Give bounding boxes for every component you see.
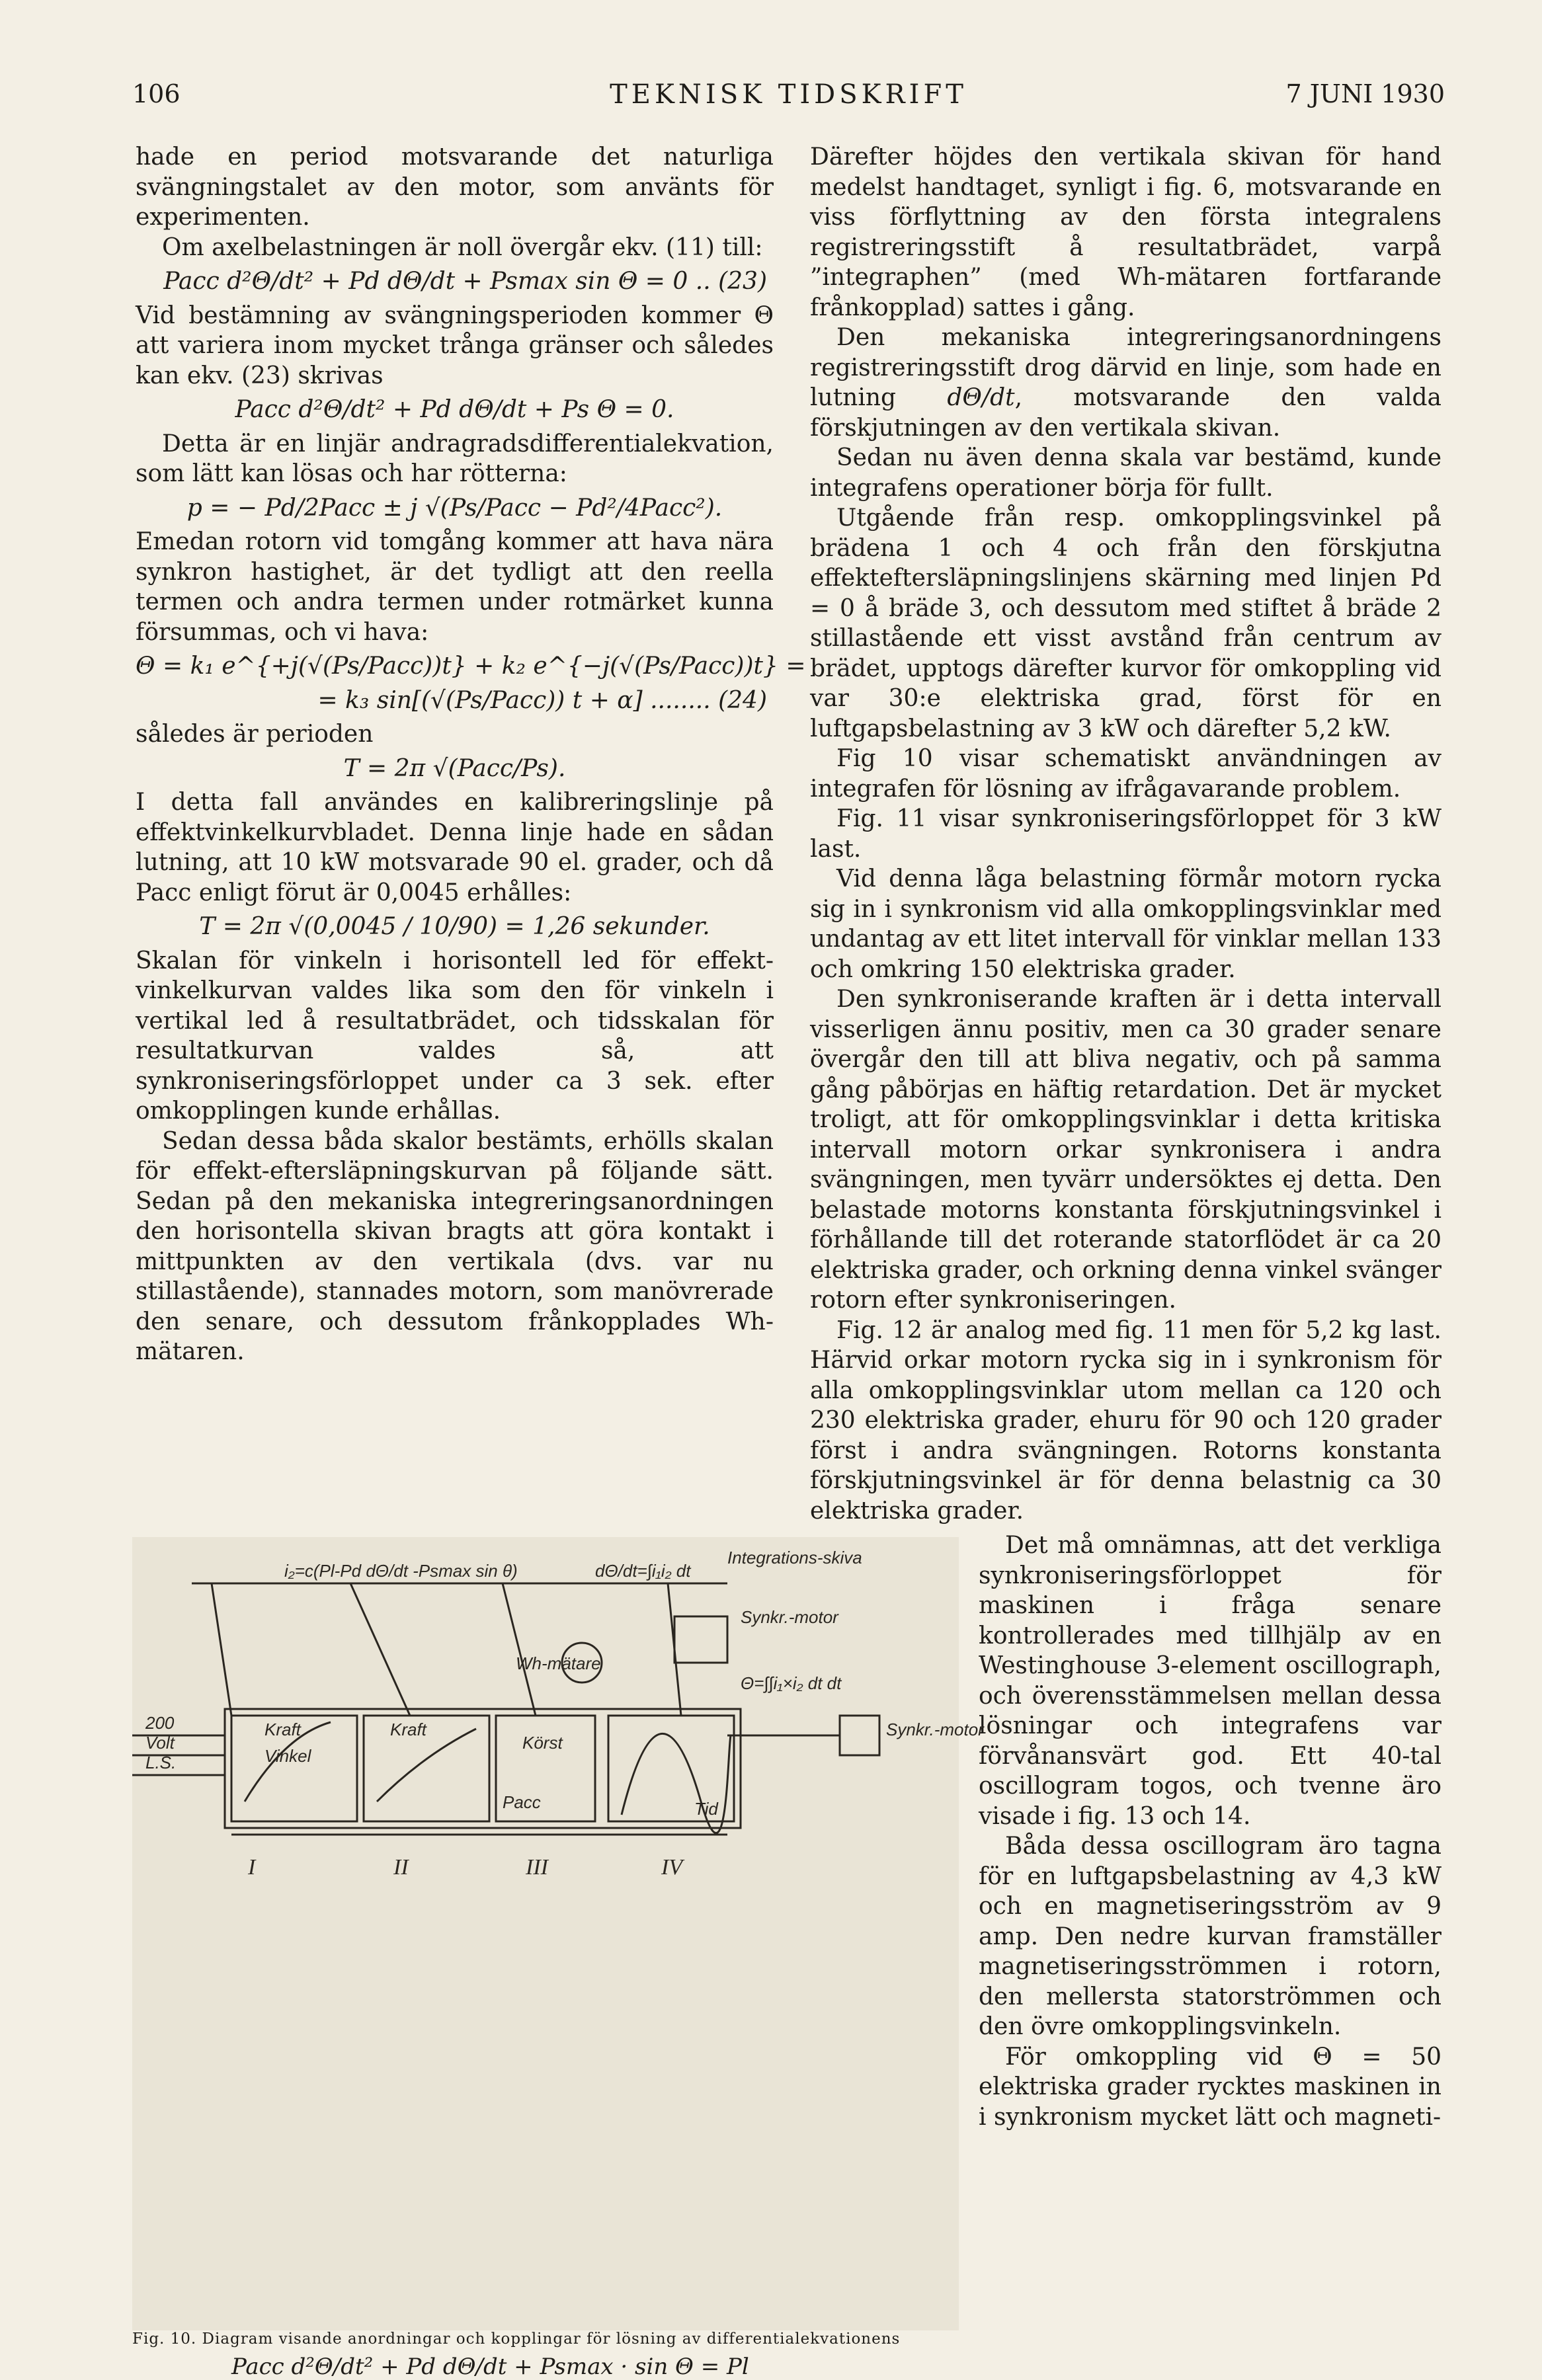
diagram-label-integrations-skiva: Integrations-skiva (727, 1548, 862, 1567)
diagram-label-pacc: Pacc (503, 1792, 541, 1812)
right-column-continued (979, 1530, 1441, 2132)
equation-24b: = k₃ sin[(√(Ps/Pacc)) t + α] ........ (24) (317, 686, 767, 714)
page-number: 106 (132, 79, 181, 108)
diagram-label-integral1: dΘ/dt=∫i₁i₂ dt (595, 1561, 691, 1581)
paragraph: Den synkroniserande kraften är i detta intervall visserligen ännu positiv, men ca 30 grader senare övergår den till att bliva negativ, och på samma gång påbörjas en häftig retardation. Det är mycket troligt, att för omkopplingsvinklar i detta kritiska intervall motorn orkar synkronisera i andra svängningen, men tyvärr undersöktes ej detta. Den belastade motorns konstanta förskjutningsvinkel i förhållande till det roterande statorflödet är ca 20 elektriska grader, och orkning denna vinkel svänger rotorn efter synkroniseringen. (810, 986, 1441, 1314)
inline-fraction: dΘ/dt (947, 384, 1015, 411)
paragraph: Vid denna låga belastning förmår motorn rycka sig in i synkronism vid alla omkopplingsvinklar med undantag av ett litet intervall för vinklar mellan 133 och omkring 150 elektriska grader. (810, 865, 1441, 983)
equation-linear: Pacc d²Θ/dt² + Pd dΘ/dt + Ps Θ = 0. (235, 396, 674, 423)
diagram-label-synkr-motor-2: Synkr.-motor (886, 1720, 984, 1739)
equation-roots: p = − Pd/2Pacc ± j √(Ps/Pacc − Pd²/4Pacc²). (186, 494, 723, 522)
paragraph: Därefter höjdes den vertikala skivan för hand medelst handtaget, synligt i fig. 6, motsvarande en viss förflyttning av den första integralens registreringsstift å resultatbrädet, varpå ”integraphen” (med Wh-mätaren fortfarande frånkopplad) sattes i gång. (810, 143, 1441, 321)
diagram-label-kraft-2: Kraft (390, 1720, 426, 1739)
paragraph: således är perioden (136, 721, 374, 748)
paragraph: Sedan dessa båda skalor bestämts, erhölls skalan för effekt-eftersläpningskurvan på följande sätt. Sedan på den mekaniska integreringsanordningen den horisontella skivan bragts att göra kontakt i mittpunkten av den vertikala (dvs. var nu stillastående), stannades motorn, som manövrerade den senare, och dessutom frånkopplades Wh-mätaren. (136, 1127, 774, 1365)
paragraph: Om axelbelastningen är noll övergår ekv. (11) till: (162, 233, 763, 261)
paragraph-text: , motsvarande den valda förskjutningen av den vertikala skivan. (810, 384, 1441, 442)
figure-equation-1: Pacc d²Θ/dt² + Pd dΘ/dt + Psmax · sin Θ = Pl (231, 2354, 749, 2380)
diagram-label-board-4: IV (661, 1855, 683, 1880)
diagram-label-wh-matare: Wh-mätare (516, 1653, 601, 1673)
diagram-label-tid: Tid (694, 1799, 718, 1819)
diagram-label-synkr-motor-1: Synkr.-motor (741, 1607, 838, 1627)
diagram-label-volt-value: 200 (145, 1713, 175, 1733)
diagram-label-board-1: I (248, 1855, 256, 1880)
diagram-label-integral2: Θ=∫∫i₁×i₂ dt dt (741, 1673, 842, 1693)
equation-period: T = 2π √(Pacc/Ps). (343, 754, 566, 782)
paragraph: Fig. 12 är analog med fig. 11 men för 5,2 kg last. Härvid orkar motorn rycka sig in i synkronism för alla omkopplingsvinklar utom mellan ca 120 och 230 elektriska grader, ehuru för 90 och 120 grader först i andra svängningen. Rotorns konstanta förskjutningsvinkel är för denna belastnig ca 30 elektriska grader. (810, 1316, 1441, 1525)
diagram-label-vinkel: Vinkel (264, 1746, 311, 1766)
paragraph: Fig. 11 visar synkroniseringsförloppet för 3 kW last. (810, 805, 1441, 863)
journal-title: TEKNISK TIDSKRIFT (610, 79, 967, 110)
paragraph: Skalan för vinkeln i horisontell led för effekt-vinkelkurvan valdes lika som den för vinkeln i vertikal led å resultatbrädet, och tidsskalan för resultatkurvan valdes så, att synkroniseringsförloppet under ca 3 sek. efter omkopplingen kunde erhållas. (136, 947, 774, 1125)
figure-10 (132, 1537, 984, 2363)
paragraph: Vid bestämning av svängningsperioden kommer Θ att variera inom mycket trånga gränser och således kan ekv. (23) skrivas (136, 301, 774, 389)
diagram-label-ls: L.S. (145, 1753, 177, 1772)
left-column (136, 142, 806, 1367)
issue-date: 7 JUNI 1930 (1285, 79, 1445, 108)
paragraph (810, 323, 1441, 443)
diagram-label-formula: i₂=c(Pl-Pd dΘ/dt -Psmax sin θ) (284, 1561, 518, 1581)
diagram-label-board-2: II (393, 1855, 409, 1880)
diagram-label-board-3: III (526, 1855, 548, 1880)
equation-24a: Θ = k₁ e^{+j(√(Ps/Pacc))t} + k₂ e^{−j(√(Ps/Pacc))t} = (136, 653, 806, 680)
paragraph: Det må omnämnas, att det verkliga synkroniseringsförloppet för maskinen i fråga senare kontrollerades med tillhjälp av en Westinghouse 3-element oscillograph, och överensstämmelsen mellan dessa lösningar och integrafens var förvånansvärt god. Ett 40-tal oscillogram togos, och tvenne äro visade i fig. 13 och 14. (979, 1532, 1441, 1830)
paragraph: hade en period motsvarande det naturliga svängningstalet av den motor, som använts för experimenten. (136, 143, 774, 231)
paragraph-text: Den mekaniska integreringsanordningens registreringsstift drog därvid en linje, som hade en lutning (810, 324, 1441, 411)
paragraph: I detta fall användes en kalibreringslinje på effektvinkelkurvbladet. Denna linje hade en sådan lutning, att 10 kW motsvarade 90 el. grader, och då Pacc enligt förut är 0,0045 erhålles: (136, 789, 774, 906)
right-column (810, 142, 1441, 1526)
equation-period-value: T = 2π √(0,0045 / 10/90) = 1,26 sekunder. (199, 913, 710, 940)
paragraph: Emedan rotorn vid tomgång kommer att hava nära synkron hastighet, är det tydligt att den reella termen och andra termen under rotmärket kunna försummas, och vi hava: (136, 528, 774, 646)
paragraph: Båda dessa oscillogram äro tagna för en luftgapsbelastning av 4,3 kW och en magnetiseringsström av 9 amp. Den nedre kurvan framställer magnetiseringsströmmen i rotorn, den mellersta statorströmmen och den övre omkopplingsvinkeln. (979, 1833, 1441, 2040)
diagram-label-volt: Volt (145, 1733, 175, 1753)
paragraph: Detta är en linjär andragradsdifferentialekvation, som lätt kan lösas och har rötterna: (136, 430, 774, 487)
paragraph: Fig 10 visar schematiskt användningen av integrafen för lösning av ifrågavarande problem. (810, 745, 1441, 803)
paragraph: För omkoppling vid Θ = 50 elektriska grader rycktes maskinen in i synkronism mycket lätt och magneti- (979, 2043, 1441, 2131)
integraph-diagram (132, 1537, 984, 2330)
equation-23: Pacc d²Θ/dt² + Pd dΘ/dt + Psmax sin Θ = 0 .. (23) (163, 268, 767, 295)
diagram-label-korst: Körst (522, 1733, 563, 1753)
diagram-label-kraft-1: Kraft (264, 1720, 301, 1739)
figure-caption: Fig. 10. Diagram visande anordningar och kopplingar för lösning av differentialekvationens (132, 2330, 901, 2348)
paragraph: Utgående från resp. omkopplingsvinkel på brädena 1 och 4 och från den förskjutna effekteftersläpningslinjens skärning med linjen Pd = 0 å bräde 3, och dessutom med stiftet å bräde 2 stillastående ett visst avstånd från centrum av brädet, upptogs därefter kurvor för omkoppling vid var 30:e elektriska grad, först för en luftgapsbelastning av 3 kW och därefter 5,2 kW. (810, 504, 1441, 742)
page-header (132, 79, 1445, 119)
paragraph: Sedan nu även denna skala var bestämd, kunde integrafens operationer börja för fullt. (810, 444, 1441, 502)
